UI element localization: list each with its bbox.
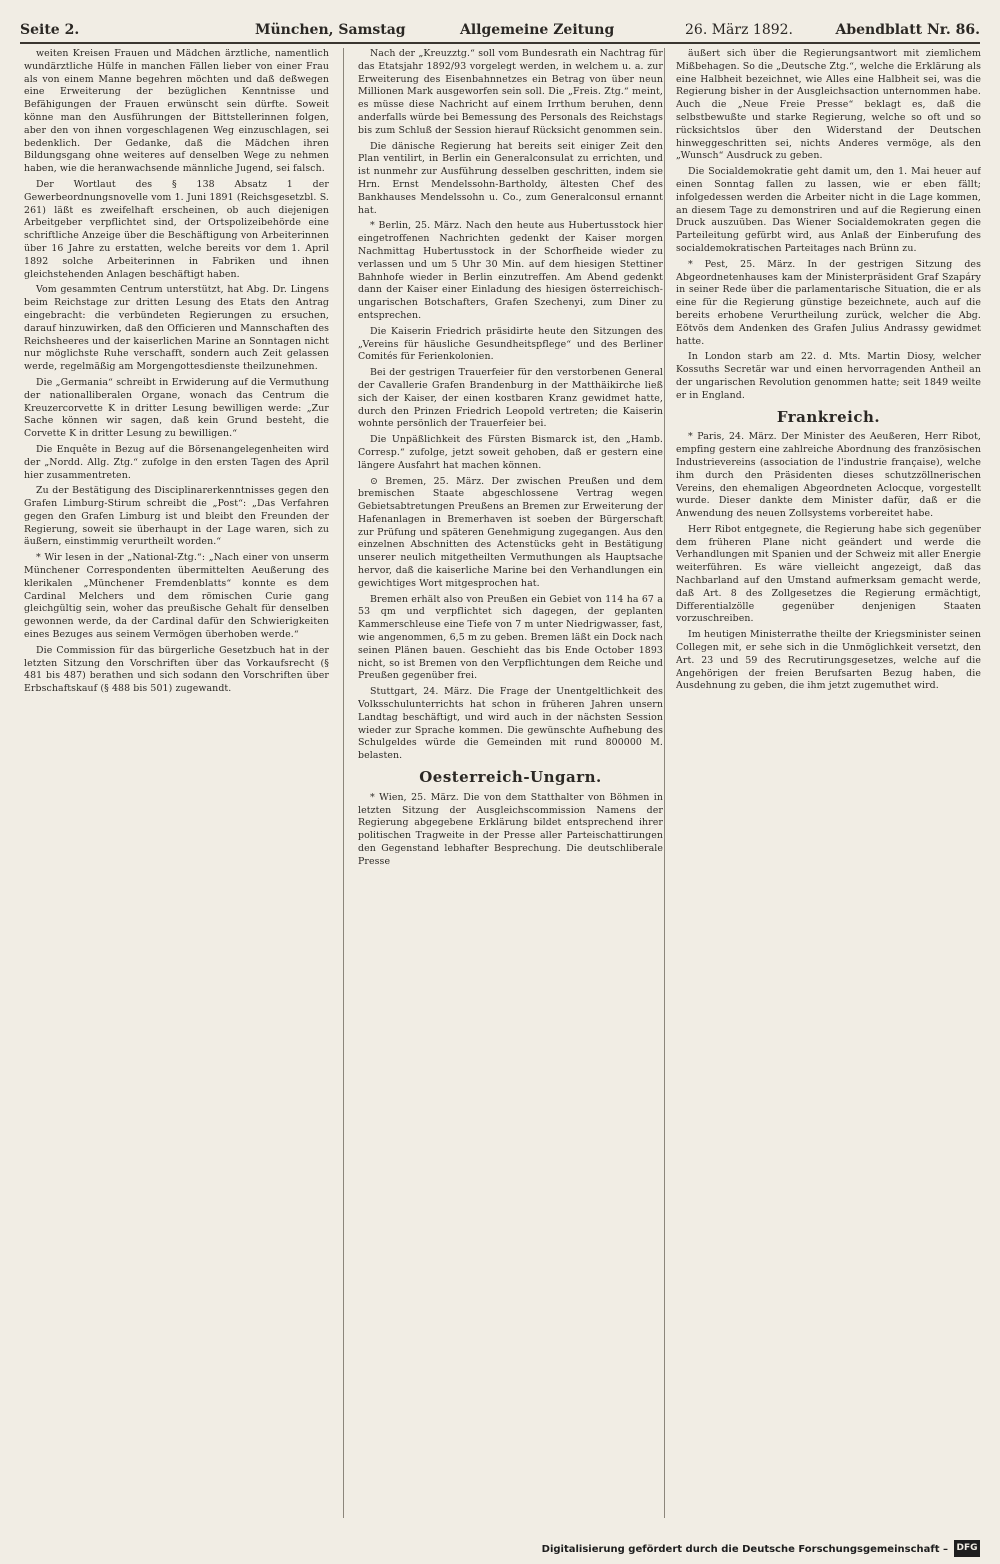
section-heading: Frankreich.	[776, 407, 881, 426]
column-divider	[664, 48, 665, 1518]
article-paragraph: Vom gesammten Centrum unterstützt, hat Abg. Dr. Lingens beim Reichstage zur dritten Lesung des Etats den Antrag eingebracht: die verbündeten Regierungen zu ersuchen, darauf hinzuwirken, daß den Officieren und Mannschaften des Reichsheeres und der kaiserlichen Marine an Sonntagen nicht nur möglichste Ruhe verschafft, sondern auch Zeit gelassen werde, regelmäßig am Morgengottesdienste theilzunehmen.	[24, 284, 329, 373]
article-paragraph: * Wien, 25. März. Die von dem Statthalter von Böhmen in letzten Sitzung der Ausgleichscommission Namens der Regierung abgegebene Erklärung bildet entsprechend ihrer politischen Tragweite in der Presse aller Parteischattirungen den Gegenstand lebhafter Besprechung. Die deutschliberale Presse	[358, 791, 663, 867]
column-middle	[358, 48, 663, 1518]
article-paragraph: weiten Kreisen Frauen und Mädchen ärztliche, namentlich wundärztliche Hülfe in manchen Fällen lieber von einer Frau als von einem Manne begehren möchten und daß deßwegen eine Erweiterung der bezüglichen Kenntnisse und Befähigungen der Frauen erwünscht sein dürfte. Soweit könne man den Ausführungen der Bittstellerinnen folgen, aber den von ihnen vorgeschlagenen Weg einzuschlagen, sei bedenklich. Der Gedanke, daß die Mädchen ihren Bildungsgang ohne weiteres auf denselben Wege zu nehmen haben, wie die heranwachsende männliche Jugend, sei falsch.	[24, 48, 329, 175]
article-paragraph: Bei der gestrigen Trauerfeier für den verstorbenen General der Cavallerie Grafen Brandenburg in der Matthäikirche ließ sich der Kaiser, der einen kostbaren Kranz gewidmet hatte, durch den Prinzen Friedrich Leopold vertreten; die Kaiserin wohnte persönlich der Trauerfeier bei.	[358, 367, 663, 430]
article-paragraph: Die Socialdemokratie geht damit um, den 1. Mai heuer auf einen Sonntag fallen zu lassen, wie er eben fällt; infolgedessen werden die Arbeiter nicht in die Lage kommen, an diesem Tage zu demonstriren und auf die Regierung einen Druck auszuüben. Das Wiener Socialdemokraten gegen die Parteileitung gefürbt wird, aus Anlaß der Einberufung des socialdemokratischen Parteitages nach Brünn zu.	[676, 166, 981, 254]
article-paragraph: * Paris, 24. März. Der Minister des Aeußeren, Herr Ribot, empfing gestern eine zahlreiche Abordnung des französischen Industrievereins (association de l'industrie française), welche ihm durch den Präsidenten dieses schutzzöllnerischen Vereins, den ehemaligen Abgeordneten Aclocque, vorgestellt wurde. Dieser dankte dem Minister dafür, daß er die Anwendung des neuen Zollsystems vorbereitet habe.	[676, 431, 981, 520]
funding-credit: Digitalisierung gefördert durch die Deutsche Forschungsgemeinschaft –	[541, 1544, 948, 1555]
article-paragraph: Die Enquête in Bezug auf die Börsenangelegenheiten wird der „Nordd. Allg. Ztg.“ zufolge in den ersten Tagen des April hier zusammentreten.	[24, 443, 329, 481]
article-paragraph: Herr Ribot entgegnete, die Regierung habe sich gegenüber dem früheren Plane nicht geändert und werde die Verhandlungen mit Spanien und der Schweiz mit aller Energie weiterführen. Es wäre vielleicht angezeigt, daß das Nachbarland auf den Umstand aufmerksam gemacht werde, daß Art. 8 des Zollgesetzes die Regierung ermächtigt, Differentialzölle gegenüber denjenigen Staaten vorzuschreiben.	[676, 523, 981, 625]
issue-date: 26. März 1892.	[685, 22, 793, 38]
article-paragraph: Bremen erhält also von Preußen ein Gebiet von 114 ha 67 a 53 qm und verpflichtet sich dagegen, der geplanten Kammerschleuse eine Tiefe von 7 m unter Niedrigwasser, fast, wie angenommen, 6,5 m zu geben. Bremen läßt ein Dock nach seinen Plänen bauen. Geschieht das bis Ende October 1893 nicht, so ist Bremen von den Verpflichtungen dem Reiche und Preußen gegenüber frei.	[358, 593, 663, 682]
article-paragraph: Zu der Bestätigung des Disciplinarerkenntnisses gegen den Grafen Limburg-Stirum schreibt die „Post“: „Das Verfahren gegen den Grafen Limburg ist und bleibt den Freunden der Regierung, soweit sie überhaupt in der Lage waren, sich zu äußern, einstimmig verurtheilt worden.“	[24, 485, 329, 548]
article-paragraph: * Pest, 25. März. In der gestrigen Sitzung des Abgeordnetenhauses kam der Ministerpräsident Graf Szapáry in seiner Rede über die parlamentarische Situation, die er als eine für die Regierung günstige bezeichnete, auch auf die bereits erhobene Verurtheilung zurück, welcher die Abg. Eötvös dem Andenken des Grafen Julius Andrassy gewidmet hatte.	[676, 258, 981, 347]
article-paragraph: Die Kaiserin Friedrich präsidirte heute den Sitzungen des „Vereins für häusliche Gesundheitspflege“ und des Berliner Comités für Ferienkolonien.	[358, 325, 663, 363]
article-paragraph: * Berlin, 25. März. Nach den heute aus Hubertusstock hier eingetroffenen Nachrichten gedenkt der Kaiser morgen Nachmittag Hubertusstock in der Schorfheide wieder zu verlassen und um 5 Uhr 30 Min. auf dem hiesigen Stettiner Bahnhofe wieder in Berlin einzutreffen. Am Abend gedenkt dann der Kaiser einer Einladung des hiesigen österreichisch-ungarischen Botschafters, Grafen Szechenyi, zum Diner zu entsprechen.	[358, 220, 663, 321]
article-paragraph: Nach der „Kreuzztg.“ soll vom Bundesrath ein Nachtrag für das Etatsjahr 1892/93 vorgelegt werden, in welchem u. a. zur Erweiterung des Eisenbahnnetzes ein Betrag von über neun Millionen Mark ausgeworfen sein soll. Die „Freis. Ztg.“ meint, es müsse diese Nachricht auf einem Irrthum beruhen, denn anderfalls würde bei Bemessung des Personals des Reichstags bis zum Schluß der Session hierauf Rücksicht genommen sein.	[358, 48, 663, 136]
article-paragraph: Stuttgart, 24. März. Die Frage der Unentgeltlichkeit des Volksschulunterrichts hat schon in früheren Jahren unsern Landtag beschäftigt, und wird auch in der nächsten Session wieder zur Sprache kommen. Die gewünschte Aufhebung des Schulgeldes würde die Gemeinden mit rund 800000 M. belasten.	[358, 686, 663, 762]
issue-number: Abendblatt Nr. 86.	[835, 22, 980, 38]
article-paragraph: In London starb am 22. d. Mts. Martin Diosy, welcher Kossuths Secretär war und einen hervorragenden Antheil an der ungarischen Revolution genommen hatte; seit 1849 weilte er in England.	[676, 351, 981, 401]
newspaper-title: Allgemeine Zeitung	[460, 22, 615, 38]
article-paragraph: Die Unpäßlichkeit des Fürsten Bismarck ist, den „Hamb. Corresp.“ zufolge, jetzt soweit gehoben, daß er gestern eine längere Ausfahrt hat machen können.	[358, 434, 663, 471]
city-and-day: München, Samstag	[255, 22, 406, 38]
digitization-footer	[0, 1538, 1000, 1564]
article-paragraph: Im heutigen Ministerrathe theilte der Kriegsminister seinen Collegen mit, er sehe sich in die Unmöglichkeit versetzt, den Art. 23 und 59 des Recrutirungsgesetzes, welche auf die Angehörigen der freien Berufsarten Bezug haben, die Ausdehnung zu geben, die ihm jetzt zugemuthet wird.	[676, 629, 981, 692]
section-heading: Oesterreich-Ungarn.	[419, 768, 602, 787]
article-paragraph: Die dänische Regierung hat bereits seit einiger Zeit den Plan ventilirt, in Berlin ein Generalconsulat zu errichten, und ist nunmehr zur Ausführung desselben geschritten, indem sie Hrn. Ernst Mendelssohn-Bartholdy, ältesten Chef des Bankhauses Mendelssohn u. Co., zum Generalconsul ernannt hat.	[358, 140, 663, 216]
column-left	[24, 48, 329, 1518]
article-paragraph: Die Commission für das bürgerliche Gesetzbuch hat in der letzten Sitzung den Vorschriften über das Vorkaufsrecht (§ 481 bis 487) berathen und sich sodann den Vorschriften über Erbschaftskauf (§ 488 bis 501) zugewandt.	[24, 644, 329, 695]
dfg-logo: DFG	[954, 1540, 980, 1557]
article-paragraph: äußert sich über die Regierungsantwort mit ziemlichem Mißbehagen. So die „Deutsche Ztg.“, welche die Erklärung als eine Halbheit bezeichnet, wie Alles eine Halbheit sei, was die Regierung bisher in der Ausgleichsaction unternommen habe. Auch die „Neue Freie Presse“ beklagt es, daß die selbstbewußte und starke Regierung, welche so oft und so rücksichtslos über den Widerstand der Deutschen hinweggeschritten sei, nichts Anderes vermöge, als den „Wunsch“ Ausdruck zu geben.	[676, 48, 981, 162]
masthead	[20, 20, 980, 44]
column-right	[676, 48, 981, 1518]
article-paragraph: * Wir lesen in der „National-Ztg.“: „Nach einer von unserm Münchener Correspondenten übermittelten Aeußerung des klerikalen „Münchener Fremdenblatts“ konnte es dem Cardinal Melchers und dem römischen Curie gang gleichgültig sein, woher das preußische Gehalt für denselben gewonnen werde, da der Cardinal dafür den Schwierigkeiten eines Bezuges aus seinem Vermögen überhoben werde.“	[24, 552, 329, 641]
article-paragraph: ⊙ Bremen, 25. März. Der zwischen Preußen und dem bremischen Staate abgeschlossene Vertrag wegen Gebietsabtretungen Preußens an Bremen zur Erweiterung der Hafenanlagen in Bremerhaven ist soeben der Bürgerschaft zur Prüfung und späteren Genehmigung zugegangen. Aus den einzelnen Abschnitten des Actenstücks geht in Bestätigung unserer neulich mitgetheilten Vermuthungen als Hauptsache hervor, daß die kaiserliche Marine bei den Verhandlungen ein gewichtiges Wort mitgesprochen hat.	[358, 475, 663, 589]
article-paragraph: Der Wortlaut des § 138 Absatz 1 der Gewerbeordnungsnovelle vom 1. Juni 1891 (Reichsgesetzbl. S. 261) läßt es zweifelhaft erscheinen, ob auch diejenigen Arbeitgeber verpflichtet sind, der Ortspolizeibehörde eine schriftliche Anzeige über die Beschäftigung von Arbeiterinnen über 16 Jahre zu erstatten, welche bereits vor dem 1. April 1892 solche Arbeiterinnen in Fabriken und ihnen gleichstehenden Anlagen beschäftigt haben.	[24, 178, 329, 280]
column-divider	[343, 48, 344, 1518]
page-number: Seite 2.	[20, 22, 80, 38]
article-paragraph: Die „Germania“ schreibt in Erwiderung auf die Vermuthung der nationalliberalen Organe, wonach das Centrum die Kreuzercorvette K in dritter Lesung bewilligen werde: „Zur Sache können wir sagen, daß kein Grund besteht, die Corvette K in dritter Lesung zu bewilligen.“	[24, 376, 329, 440]
